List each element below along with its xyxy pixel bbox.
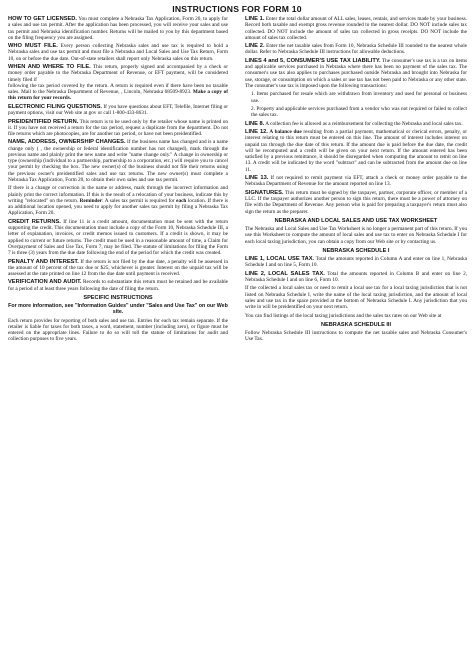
section-heading: LINES 4 and 5, CONSUMER'S USE TAX LIABILITY. (245, 57, 381, 64)
paragraph-text: This return, properly signed and accompanied by a check or money order payable to the Nebraska Department of Revenue, or EFT payment, will be considered timely filed if (8, 64, 228, 83)
worksheet-paragraph: The Nebraska and Local Sales and Use Tax Worksheet is no longer a permanent part of this return. If you use this Worksheet to compute the amount of local sales and use tax to enter on Nebraska Schedule I for each local taxing jurisdiction, you can obtain a copy from our Web site or by contacting us. (245, 226, 467, 245)
section-heading: CREDIT RETURNS. (8, 218, 61, 225)
specific-instructions-title: SPECIFIC INSTRUCTIONS (83, 294, 153, 301)
schedule-i-line-1 (245, 256, 467, 269)
paragraph-text: If there is a change or correction in the name or address, mark through the incorrect information and plainly print the correct information. If this is the result of a relocation of your business, indicate this by writing "relocated" on the return. (8, 185, 228, 204)
line-8 (245, 121, 467, 127)
paragraph-text: resulting from a partial payment, mathematical or clerical errors, penalty, or interest relating to this return must be entered on this line. The amount of interest includes interest on unpaid tax through the due date of this return. If the amount due is paid before the due date, the credit will be recomputed and a credit will be given on your next return. If the amount entered has been satisfied by a previous remittance, it should be disregarded when computing the amount to remit on line 13. A credit will be indicated by the word "subtract" and can be subtracted from the amount due on line 11. (245, 129, 467, 173)
schedule-iii-title: NEBRASKA SCHEDULE III (320, 321, 392, 328)
schedule-i-paragraph: If the collected a local sales tax or need to remit a local use tax for a local taxing jurisdiction that is not listed on Nebraska Schedule I, write the name of the local taxing jurisdiction, and the amount of local sales and use tax in the space provided at the bottom of Nebraska Schedule I. Any jurisdiction that you write in will be preidentified on your next return. (245, 285, 467, 311)
section-heading: SIGNATURES. (245, 189, 284, 196)
paragraph-text: Total the amounts reported in Column A and enter on line 1, Nebraska Schedule I and on line 5, Form 10. (245, 256, 467, 269)
paragraph-text: Enter the net taxable sales from Form 10, Nebraska Schedule III rounded to the nearest whole dollar. Refer to Nebraska Schedule III instructions for allowable deductions. (245, 43, 468, 56)
section-heading: PENALTY AND INTEREST. (8, 258, 79, 265)
paragraph-text: following the tax period covered by the return. A return is required even if there have been no taxable sales. Mail to the Nebraska Department of Revenue, , Lincoln, Nebraska 68509-8923. (8, 82, 228, 96)
paragraph-text: This return must be signed by the taxpayer, partner, corporate officer, or member of a LLC. If the taxpayer authorizes another person to sign this return, there must be a power of attorney on file with the Department of Revenue. Any person who is paid for preparing a taxpayer's return must also sign the return as the preparer. (245, 189, 467, 215)
section-heading: LINE 1. (245, 16, 265, 22)
paragraph-text: You must complete a Nebraska Tax Application, Form 20, to apply for a sales and use tax permit. After the application has been processed, you will receive your sales and use tax permit and Nebraska identification number. Returns will be mailed to you by this department based on the filing frequency you are assigned. (8, 16, 229, 41)
paragraph-text: A collection fee is allowed as a reimbursement for collecting the Nebraska and local sales tax. (264, 120, 463, 127)
schedule-i-title: NEBRASKA SCHEDULE I (322, 247, 390, 254)
bold-note: A balance due (267, 129, 302, 136)
section-heading: LINE 1, LOCAL USE TAX. (245, 256, 315, 262)
reporting-paragraph: Each return provides for reporting of both sales and use tax. Entries for each tax remain separate. If the retailer is liable for taxes for both taxes, a word, statement, number (including zero), or figure must be entered on the appropriate lines. Failure to do so will toll the statute of limitations for audit and collection purposes to five years. (8, 317, 228, 343)
line-13 (245, 175, 467, 188)
section-heading: WHO MUST FILE. (8, 43, 58, 50)
schedule-i-paragraph: You can find listings of the local taxing jurisdictions and the sales tax rates on our Web site at (245, 312, 442, 319)
section-heading: WHEN AND WHERE TO FILE. (8, 64, 91, 71)
left-column (8, 16, 228, 345)
paragraph-text: Records to substantiate this return must be retained and be available for a period of at least three years following the date of filing the return. (8, 279, 229, 292)
section-heading: PREIDENTIFIED RETURN. (8, 118, 79, 125)
section-heading: ELECTRONIC FILING QUESTIONS. (8, 103, 102, 110)
when-and-where-to-file (8, 64, 228, 102)
who-must-file (8, 43, 228, 62)
paragraph-text: The consumer's use tax is a tax on items and applicable services purchased in Nebraska where there has been no payment of the sales tax. The consumer's use tax also applies to purchases purchased outside Nebraska and brought into Nebraska for use, storage, or consumption on which a sales or use tax has not been paid to Nebraska or any other state. The consumer's use tax is imposed upon the following transactions: (245, 57, 468, 89)
address-correction (8, 185, 228, 216)
ownership-changes (8, 139, 228, 183)
specific-instructions-subtitle: For more information, see "Information Guides" under "Sales and Use Tax" on our Web site. (8, 303, 228, 316)
paragraph-text: : A sales tax permit is required for (102, 197, 175, 204)
list-item: 2. Property and applicable services purchased from a vendor who was not required or failed to collect the sales tax. (251, 106, 467, 119)
section-heading: NAME, ADDRESS, OWNERSHIP CHANGES. (8, 139, 126, 146)
section-heading: VERIFICATION AND AUDIT. (8, 279, 82, 286)
section-heading: LINE 8. (245, 120, 265, 127)
schedule-i-line-2 (245, 271, 467, 284)
list-item: 1. Items purchased for resale which are withdrawn from inventory and used for personal or business use. (251, 91, 467, 104)
section-heading: LINE 12. (245, 129, 268, 136)
bold-note: each (174, 197, 187, 204)
paragraph-text: If the business name has changed and is a name change only ( , the ownership or federal identification number has not changed), mark through the previous name and plainly print the new name and write "name change only." A change in ownership or type (ownership (individual to a partnership, partnership to a corporation, etc.) will require you to cancel your permit by checking the box. The new owner(s) of the business should not file their returns using the previous owner's preidentified sales and use tax returns. The new owner(s) must complete a Nebraska Tax Application, Form 20, to obtain their own sales and use tax permit. (8, 139, 228, 183)
schedule-iii-paragraph: Follow Nebraska Schedule III instructions to compute the net taxable sales and Nebraska Consumer's Use Tax. (245, 330, 467, 343)
paragraph-text: If line 11 is a credit amount, documentation must be sent with the return supporting the credit. This documentation must include a copy of the Form 10, Nebraska Schedule III, a letter of explanation, invoices, or credit memos issued to customers. If a credit is shown, it may be applied to current or future returns. The credit must be used in a reasonable amount of time, a Claim for Overpayment of Sales and Use Tax, Form 7, may be filed. The statute of limitations for filing the Form 7 is three (3) years from the due date following the end of the period for which the credit was created. (8, 218, 229, 257)
page-title: INSTRUCTIONS FOR FORM 10 (172, 4, 302, 14)
paragraph-text: Enter the total dollar amount of ALL sales, leases, rentals, and services made by your business. Record both taxable and exempt gross revenue rounded to the nearest dollar. DO NOT include sales tax collected. DO NOT include the amount of sales tax collected in gross receipts. DO NOT include the amount of sales tax collected. (245, 16, 467, 41)
paragraph-text: If not required to remit payment via EFT, attach a check or money order payable to the Nebraska Department of Revenue for the amount reported on line 13. (245, 175, 467, 188)
verification-and-audit (8, 279, 228, 292)
paragraph-text: If you have questions about EFT, Telefile, Internet filing or payment options, visit our Web site at gov or call 1-800-433-8631. (8, 103, 229, 117)
paragraph-text: Every person collecting Nebraska sales and use tax is required to hold a Nebraska sales and use tax permit and must file a Nebraska and Local Sales and Use Tax Return, Form 10, on or before the due date. Out-of-state retailers shall report only Nebraska sales on this return. (8, 43, 228, 62)
how-to-get-licensed (8, 16, 228, 41)
paragraph-text: This return is to be used only by the retailer whose name is printed on it. If you have not received a return for the tax period, request a duplicate from the department. Do not file returns which are photocopies, are for another tax period, or have not been preidentified. (8, 118, 228, 137)
paragraph-text: location. If there is an additional location opened, you need to apply for another sales tax permit by filing a Nebraska Tax Application, Form 20. (8, 197, 229, 217)
bold-note: Make a copy of this return for your records. (8, 89, 228, 102)
line-2 (245, 43, 467, 56)
right-column (245, 16, 467, 345)
section-heading: LINE 2. (245, 43, 265, 50)
preidentified-return (8, 119, 228, 138)
paragraph-text: Total the amounts reported in Column B and enter on line 2, Nebraska Schedule I and on line 6, Form 10. (245, 270, 468, 283)
signatures (245, 190, 467, 215)
credit-returns (8, 219, 228, 257)
lines-4-and-5 (245, 58, 467, 89)
section-heading: LINE 13. (245, 175, 269, 182)
line-12 (245, 129, 467, 173)
section-heading: LINE 2, LOCAL SALES TAX. (245, 270, 325, 277)
penalty-and-interest (8, 259, 228, 278)
electronic-filing-questions (8, 104, 228, 117)
bold-note: Reminder (78, 197, 103, 204)
worksheet-title: NEBRASKA AND LOCAL SALES AND USE TAX WORKSHEET (274, 217, 438, 224)
line-1 (245, 16, 467, 41)
section-heading: HOW TO GET LICENSED. (8, 16, 77, 22)
paragraph-text: If the return is not filed by the due date, a penalty will be assessed in the amount of 10 percent of the tax due or $25, whichever is greater. Interest on the unpaid tax will be assessed at the rate printed on line 12 from the due date until payment is received. (8, 258, 228, 277)
